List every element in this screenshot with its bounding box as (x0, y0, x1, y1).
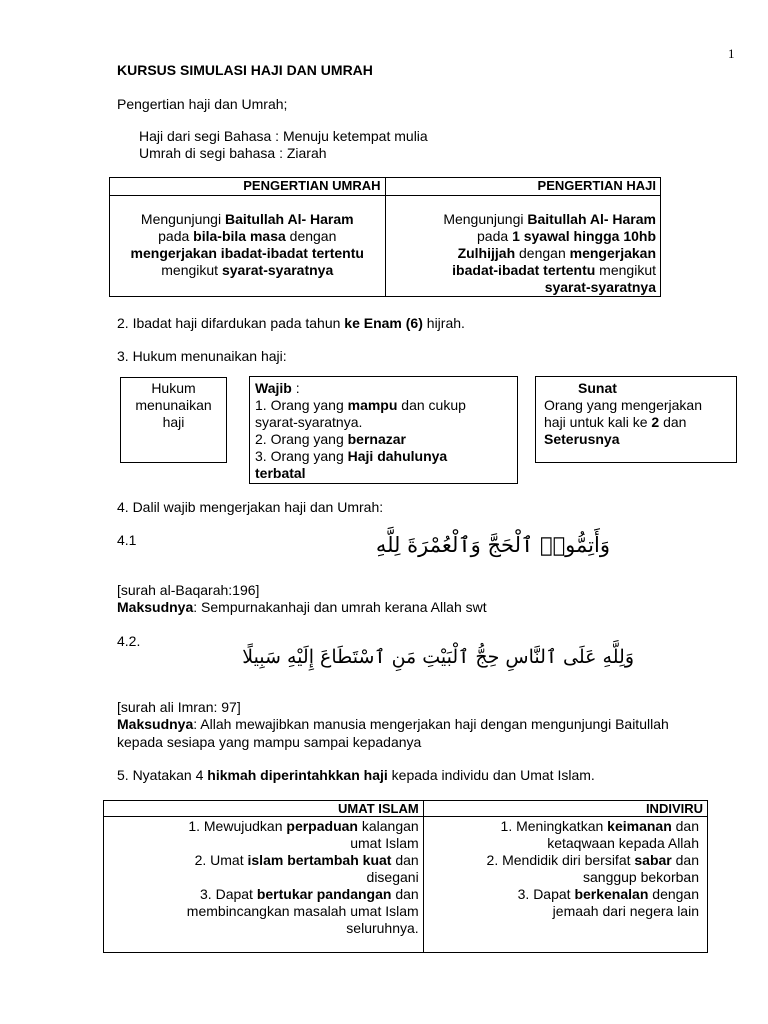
item-4: 4. Dalil wajib mengerjakan haji dan Umrah: (117, 499, 384, 515)
dalil-1-number: 4.1 (117, 532, 137, 548)
haji-bahasa: Haji dari segi Bahasa : Menuju ketempat mulia (139, 128, 428, 144)
individu-list (423, 817, 707, 953)
dalil-2-meaning-2: kepada sesiapa yang mampu sampai kepadanya (117, 734, 422, 750)
list-item: jemaah dari negera lain (552, 903, 699, 919)
dalil-2-number: 4.2. (117, 633, 141, 649)
item-3: 3. Hukum menunaikan haji: (117, 348, 287, 364)
intro-text: Pengertian haji dan Umrah; (117, 96, 288, 112)
header-umrah: PENGERTIAN UMRAH (110, 178, 386, 196)
haji-definition: Mengunjungi Baitullah Al- Haram pada 1 syawal hingga 10hb Zulhijjah dengan mengerjakan ibadat-ibadat tertentu mengikut syarat-syaratnya (385, 196, 661, 297)
wajib-box: Wajib : 1. Orang yang mampu dan cukup syarat-syaratnya. 2. Orang yang bernazar 3. Orang yang Haji dahulunya terbatal (249, 376, 518, 484)
sunat-box: Sunat Orang yang mengerjakan haji untuk kali ke 2 dan Seterusnya (535, 376, 737, 463)
dalil-2-meaning-1: Maksudnya: Allah mewajibkan manusia mengerjakan haji dengan mengunjungi Baitullah (117, 716, 669, 732)
document-title: KURSUS SIMULASI HAJI DAN UMRAH (117, 62, 373, 78)
list-item: 3. Dapat bertukar pandangan dan (200, 886, 419, 902)
list-item: sanggup bekorban (583, 869, 699, 885)
header-umat-islam: UMAT ISLAM (104, 801, 424, 817)
definition-table (109, 177, 661, 297)
dalil-2-arabic: وَلِلَّهِ عَلَى ٱلنَّاسِ حِجُّ ٱلْبَيْتِ مَنِ ٱسْتَطَاعَ إِلَيْهِ سَبِيلًا (242, 646, 634, 668)
dalil-1-arabic: وَأَتِمُّوا۟ ٱلْحَجَّ وَٱلْعُمْرَةَ لِلَّهِ (375, 533, 610, 557)
hikmah-table (103, 800, 708, 953)
header-individu: INDIVIRU (423, 801, 707, 817)
list-item: disegani (366, 869, 419, 885)
umat-islam-list (104, 817, 424, 953)
list-item: 1. Mewujudkan perpaduan kalangan (188, 818, 419, 834)
item-2: 2. Ibadat haji difardukan pada tahun ke Enam (6) hijrah. (117, 315, 465, 331)
item-5: 5. Nyatakan 4 hikmah diperintahkkan haji kepada individu dan Umat Islam. (117, 767, 595, 783)
umrah-definition: Mengunjungi Baitullah Al- Haram pada bila-bila masa dengan mengerjakan ibadat-ibadat tertentu mengikut syarat-syaratnya (110, 196, 386, 297)
list-item: seluruhnya. (346, 920, 419, 936)
list-item: membincangkan masalah umat Islam (186, 903, 419, 919)
list-item: 3. Dapat berkenalan dengan (517, 886, 699, 902)
dalil-1-meaning: Maksudnya: Sempurnakanhaji dan umrah kerana Allah swt (117, 599, 487, 615)
list-item: umat Islam (350, 835, 419, 851)
list-item: 1. Meningkatkan keimanan dan (500, 818, 699, 834)
list-item: ketaqwaan kepada Allah (547, 835, 699, 851)
list-item: 2. Mendidik diri bersifat sabar dan (486, 852, 699, 868)
dalil-1-surah: [surah al-Baqarah:196] (117, 582, 260, 598)
hukum-box: Hukum menunaikan haji (120, 377, 227, 463)
umrah-bahasa: Umrah di segi bahasa : Ziarah (139, 145, 327, 161)
list-item: 2. Umat islam bertambah kuat dan (194, 852, 419, 868)
header-haji: PENGERTIAN HAJI (385, 178, 661, 196)
page-number: 1 (728, 46, 735, 61)
dalil-2-surah: [surah ali Imran: 97] (117, 699, 241, 715)
